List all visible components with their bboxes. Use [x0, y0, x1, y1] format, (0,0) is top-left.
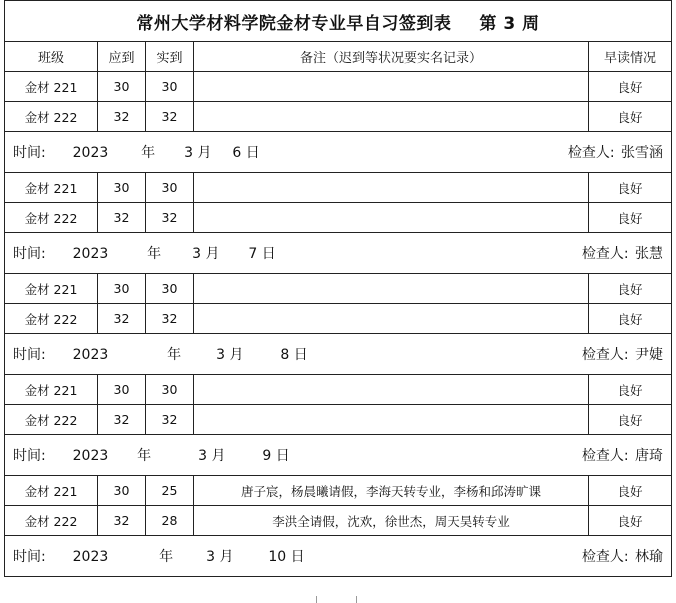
cell-reading: 良好 — [589, 304, 672, 334]
sign-in-sheet — [4, 0, 671, 586]
title-row — [5, 1, 672, 42]
cell-actual: 30 — [146, 375, 194, 405]
page-title: 常州大学材料学院金材专业早自习签到表 — [136, 13, 452, 34]
cell-actual: 25 — [146, 476, 194, 506]
cell-class: 金材 222 — [5, 405, 98, 435]
cell-reading: 良好 — [589, 72, 672, 102]
time-label: 时间: — [13, 549, 46, 565]
table-row — [5, 72, 672, 102]
cell-reading: 良好 — [589, 476, 672, 506]
cell-remark — [194, 173, 589, 203]
checker-name: 张雪涵 — [621, 145, 664, 161]
cell-class: 金材 221 — [5, 72, 98, 102]
cell-expected: 32 — [98, 405, 146, 435]
cell-expected: 30 — [98, 274, 146, 304]
date-month-unit: 月 — [219, 549, 234, 565]
time-row — [5, 132, 672, 173]
cell-actual: 30 — [146, 274, 194, 304]
time-row — [5, 536, 672, 577]
checker-name: 尹婕 — [635, 347, 664, 363]
cell-actual: 30 — [146, 72, 194, 102]
checker-label: 检查人: — [567, 145, 615, 161]
cell-class: 金材 221 — [5, 476, 98, 506]
time-label: 时间: — [13, 448, 46, 464]
cell-expected: 30 — [98, 72, 146, 102]
date-year: 2023 — [72, 448, 109, 464]
cell-remark — [194, 274, 589, 304]
time-row — [5, 334, 672, 375]
header-reading: 早读情况 — [589, 42, 672, 72]
date-month: 3 — [216, 347, 225, 363]
cell-remark — [194, 304, 589, 334]
cell-actual: 32 — [146, 304, 194, 334]
date-day-unit: 日 — [293, 347, 308, 363]
cell-class: 金材 221 — [5, 173, 98, 203]
date-day: 6 — [232, 145, 242, 161]
cell-reading: 良好 — [589, 203, 672, 233]
cell-class: 金材 221 — [5, 274, 98, 304]
date-day-unit: 日 — [290, 549, 305, 565]
attendance-table — [4, 0, 672, 577]
cell-expected: 32 — [98, 506, 146, 536]
date-year: 2023 — [72, 347, 109, 363]
checker-line — [582, 546, 663, 566]
header-expected: 应到 — [98, 42, 146, 72]
table-row — [5, 506, 672, 536]
checker-name: 唐琦 — [635, 448, 664, 464]
table-row — [5, 173, 672, 203]
cell-remark: 李洪全请假，沈欢，徐世杰，周天昊转专业 — [194, 506, 589, 536]
date-year: 2023 — [72, 145, 109, 161]
cell-expected: 30 — [98, 173, 146, 203]
cell-reading: 良好 — [589, 102, 672, 132]
date-line — [13, 243, 276, 263]
time-row — [5, 233, 672, 274]
cell-actual: 30 — [146, 173, 194, 203]
date-year-unit: 年 — [147, 246, 162, 262]
checker-label: 检查人: — [581, 347, 629, 363]
date-month: 3 — [206, 549, 215, 565]
date-month: 3 — [192, 246, 201, 262]
week-label: 第 3 周 — [479, 13, 540, 34]
cell-reading: 良好 — [589, 405, 672, 435]
cell-expected: 32 — [98, 304, 146, 334]
date-day: 7 — [248, 246, 258, 262]
cell-class: 金材 222 — [5, 506, 98, 536]
date-year: 2023 — [72, 549, 109, 565]
table-row — [5, 274, 672, 304]
cell-expected: 32 — [98, 102, 146, 132]
header-actual: 实到 — [146, 42, 194, 72]
cell-expected: 30 — [98, 476, 146, 506]
date-day: 10 — [268, 549, 287, 565]
cell-class: 金材 221 — [5, 375, 98, 405]
date-day: 9 — [262, 448, 272, 464]
table-row — [5, 476, 672, 506]
time-label: 时间: — [13, 347, 46, 363]
table-row — [5, 102, 672, 132]
checker-label: 检查人: — [581, 246, 629, 262]
date-line — [13, 546, 305, 566]
header-remark: 备注（迟到等状况要实名记录） — [194, 42, 589, 72]
time-label: 时间: — [13, 145, 46, 161]
date-day: 8 — [280, 347, 290, 363]
table-row — [5, 203, 672, 233]
cell-actual: 32 — [146, 203, 194, 233]
cell-actual: 32 — [146, 405, 194, 435]
date-day-unit: 日 — [275, 448, 290, 464]
cell-reading: 良好 — [589, 173, 672, 203]
cell-class: 金材 222 — [5, 304, 98, 334]
cell-class: 金材 222 — [5, 203, 98, 233]
table-row — [5, 405, 672, 435]
checker-line — [582, 243, 663, 263]
date-month: 3 — [184, 145, 193, 161]
cell-remark — [194, 203, 589, 233]
date-month: 3 — [198, 448, 207, 464]
cell-remark — [194, 375, 589, 405]
cell-remark: 唐子宸，杨晨曦请假，李海天转专业，李杨和邱涛旷课 — [194, 476, 589, 506]
cell-reading: 良好 — [589, 375, 672, 405]
checker-label: 检查人: — [581, 448, 629, 464]
header-class: 班级 — [5, 42, 98, 72]
checker-line — [582, 344, 663, 364]
date-day-unit: 日 — [261, 246, 276, 262]
date-year-unit: 年 — [137, 448, 152, 464]
cell-reading: 良好 — [589, 274, 672, 304]
cell-class: 金材 222 — [5, 102, 98, 132]
cell-remark — [194, 102, 589, 132]
table-row — [5, 304, 672, 334]
header-row — [5, 42, 672, 72]
time-row — [5, 435, 672, 476]
date-day-unit: 日 — [245, 145, 260, 161]
date-month-unit: 月 — [229, 347, 244, 363]
date-year-unit: 年 — [141, 145, 156, 161]
cell-reading: 良好 — [589, 506, 672, 536]
date-line — [13, 445, 290, 465]
cell-expected: 32 — [98, 203, 146, 233]
table-row — [5, 375, 672, 405]
checker-line — [582, 445, 663, 465]
checker-name: 张慧 — [635, 246, 664, 262]
cell-remark — [194, 405, 589, 435]
date-year-unit: 年 — [159, 549, 174, 565]
date-month-unit: 月 — [197, 145, 212, 161]
checker-label: 检查人: — [581, 549, 629, 565]
page-edge-marks — [0, 590, 676, 603]
date-month-unit: 月 — [205, 246, 220, 262]
date-line — [13, 344, 308, 364]
checker-line — [568, 142, 663, 162]
date-year-unit: 年 — [167, 347, 182, 363]
cell-actual: 32 — [146, 102, 194, 132]
date-line — [13, 142, 260, 162]
checker-name: 林瑜 — [635, 549, 664, 565]
time-label: 时间: — [13, 246, 46, 262]
date-month-unit: 月 — [211, 448, 226, 464]
cell-expected: 30 — [98, 375, 146, 405]
cell-actual: 28 — [146, 506, 194, 536]
date-year: 2023 — [72, 246, 109, 262]
cell-remark — [194, 72, 589, 102]
